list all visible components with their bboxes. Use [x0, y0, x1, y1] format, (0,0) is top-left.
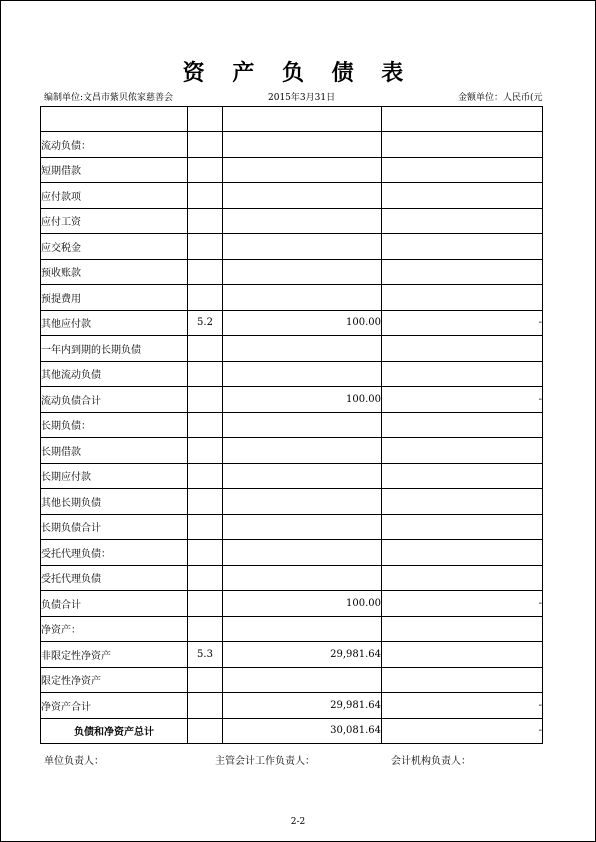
- row-value-end: [223, 285, 382, 311]
- table-row: [41, 616, 543, 642]
- row-value-begin: [382, 565, 543, 591]
- table-row: [41, 412, 543, 438]
- row-value-end: [223, 132, 382, 158]
- page-title: 资 产 负 债 表: [182, 60, 414, 86]
- org-name: 编制单位:文昌市紫贝侬家慈善会: [44, 93, 174, 103]
- row-note: 5.3: [188, 642, 223, 668]
- row-value-end: [223, 208, 382, 234]
- row-value-begin: [382, 132, 543, 158]
- row-value-begin: [382, 336, 543, 362]
- row-label: 流动负债：: [41, 132, 188, 158]
- row-value-end: 100.00: [223, 387, 382, 413]
- row-label: 流动负债合计: [41, 387, 188, 413]
- row-label: 一年内到期的长期负债: [41, 336, 188, 362]
- table-row: [41, 208, 543, 234]
- row-note: [188, 234, 223, 260]
- row-value-begin: -: [382, 591, 543, 617]
- row-value-begin: [382, 463, 543, 489]
- table-row: [41, 259, 543, 285]
- row-label: 负债合计: [41, 591, 188, 617]
- row-label: 长期负债合计: [41, 514, 188, 540]
- row-note: [188, 157, 223, 183]
- row-value-begin: [382, 361, 543, 387]
- row-value-begin: -: [382, 718, 543, 744]
- row-label: 长期借款: [41, 438, 188, 464]
- dept-head-signature: 会计机构负责人：: [391, 756, 471, 767]
- row-value-begin: [382, 157, 543, 183]
- unit-head-signature: 单位负责人：: [44, 756, 104, 767]
- row-value-begin: -: [382, 387, 543, 413]
- row-value-begin: -: [382, 693, 543, 719]
- currency-unit: 金额单位：人民币(元: [458, 93, 543, 103]
- table-row: [41, 387, 543, 413]
- table-row: [41, 667, 543, 693]
- table-row: [41, 234, 543, 260]
- row-label: 非限定性净资产: [41, 642, 188, 668]
- table-row: [41, 642, 543, 668]
- row-note: 5.2: [188, 310, 223, 336]
- row-label: 预收账款: [41, 259, 188, 285]
- row-label: 长期应付款: [41, 463, 188, 489]
- table-row: [41, 540, 543, 566]
- row-label: 预提费用: [41, 285, 188, 311]
- row-note: [188, 183, 223, 209]
- row-note: [188, 514, 223, 540]
- row-label: 其他应付款: [41, 310, 188, 336]
- row-value-begin: [382, 616, 543, 642]
- table-row: [41, 132, 543, 158]
- row-label: 净资产合计: [41, 693, 188, 719]
- row-note: [188, 132, 223, 158]
- row-value-end: [223, 259, 382, 285]
- row-value-end: 29,981.64: [223, 642, 382, 668]
- row-label: 其他流动负债: [41, 361, 188, 387]
- header-cell: [41, 107, 188, 132]
- row-note: [188, 259, 223, 285]
- row-value-end: [223, 183, 382, 209]
- row-value-begin: [382, 514, 543, 540]
- row-value-end: [223, 234, 382, 260]
- row-value-begin: [382, 259, 543, 285]
- table-row: [41, 514, 543, 540]
- row-value-end: [223, 438, 382, 464]
- row-value-end: [223, 540, 382, 566]
- row-note: [188, 336, 223, 362]
- row-value-end: [223, 489, 382, 515]
- table-row: [41, 285, 543, 311]
- table-header-row: [41, 107, 543, 132]
- row-note: [188, 285, 223, 311]
- row-value-end: 29,981.64: [223, 693, 382, 719]
- table-row: [41, 489, 543, 515]
- row-label: 受托代理负债：: [41, 540, 188, 566]
- row-note: [188, 540, 223, 566]
- table-row: [41, 361, 543, 387]
- table-row: [41, 336, 543, 362]
- row-value-end: [223, 361, 382, 387]
- row-value-begin: [382, 208, 543, 234]
- row-value-begin: [382, 234, 543, 260]
- table-row: [41, 591, 543, 617]
- table-row: [41, 157, 543, 183]
- row-note: [188, 591, 223, 617]
- table-row: [41, 183, 543, 209]
- row-value-end: [223, 463, 382, 489]
- table-row: [41, 463, 543, 489]
- row-value-begin: [382, 412, 543, 438]
- row-label: 长期负债：: [41, 412, 188, 438]
- row-value-begin: [382, 642, 543, 668]
- header-cell: [223, 107, 382, 132]
- row-note: [188, 565, 223, 591]
- header-cell: [188, 107, 223, 132]
- row-value-end: 30,081.64: [223, 718, 382, 744]
- row-value-begin: [382, 667, 543, 693]
- row-value-end: [223, 157, 382, 183]
- row-label: 限定性净资产: [41, 667, 188, 693]
- row-value-end: [223, 565, 382, 591]
- row-note: [188, 693, 223, 719]
- row-label: 应付款项: [41, 183, 188, 209]
- page-number: 2-2: [290, 817, 306, 827]
- row-note: [188, 616, 223, 642]
- row-note: [188, 208, 223, 234]
- row-label: 受托代理负债: [41, 565, 188, 591]
- row-value-begin: [382, 183, 543, 209]
- row-note: [188, 718, 223, 744]
- table-row: [41, 565, 543, 591]
- row-value-end: [223, 514, 382, 540]
- table-row: [41, 438, 543, 464]
- table-row: [41, 693, 543, 719]
- row-note: [188, 489, 223, 515]
- row-label: 净资产：: [41, 616, 188, 642]
- row-value-begin: -: [382, 310, 543, 336]
- row-note: [188, 412, 223, 438]
- row-value-begin: [382, 438, 543, 464]
- row-note: [188, 438, 223, 464]
- row-value-end: 100.00: [223, 591, 382, 617]
- row-label: 其他长期负债: [41, 489, 188, 515]
- accounting-head-signature: 主管会计工作负责人：: [215, 756, 315, 767]
- row-value-begin: [382, 540, 543, 566]
- row-value-end: [223, 336, 382, 362]
- table-row: [41, 718, 543, 744]
- row-label: 应付工资: [41, 208, 188, 234]
- row-value-end: [223, 412, 382, 438]
- row-value-end: 100.00: [223, 310, 382, 336]
- balance-sheet-table: [40, 106, 543, 744]
- row-label: 负债和净资产总计: [41, 718, 188, 744]
- row-value-begin: [382, 489, 543, 515]
- row-note: [188, 463, 223, 489]
- row-label: 短期借款: [41, 157, 188, 183]
- row-note: [188, 667, 223, 693]
- header-cell: [382, 107, 543, 132]
- row-value-end: [223, 667, 382, 693]
- report-date: 2015年3月31日: [268, 93, 336, 103]
- row-note: [188, 387, 223, 413]
- row-label: 应交税金: [41, 234, 188, 260]
- row-value-end: [223, 616, 382, 642]
- table-row: [41, 310, 543, 336]
- row-note: [188, 361, 223, 387]
- row-value-begin: [382, 285, 543, 311]
